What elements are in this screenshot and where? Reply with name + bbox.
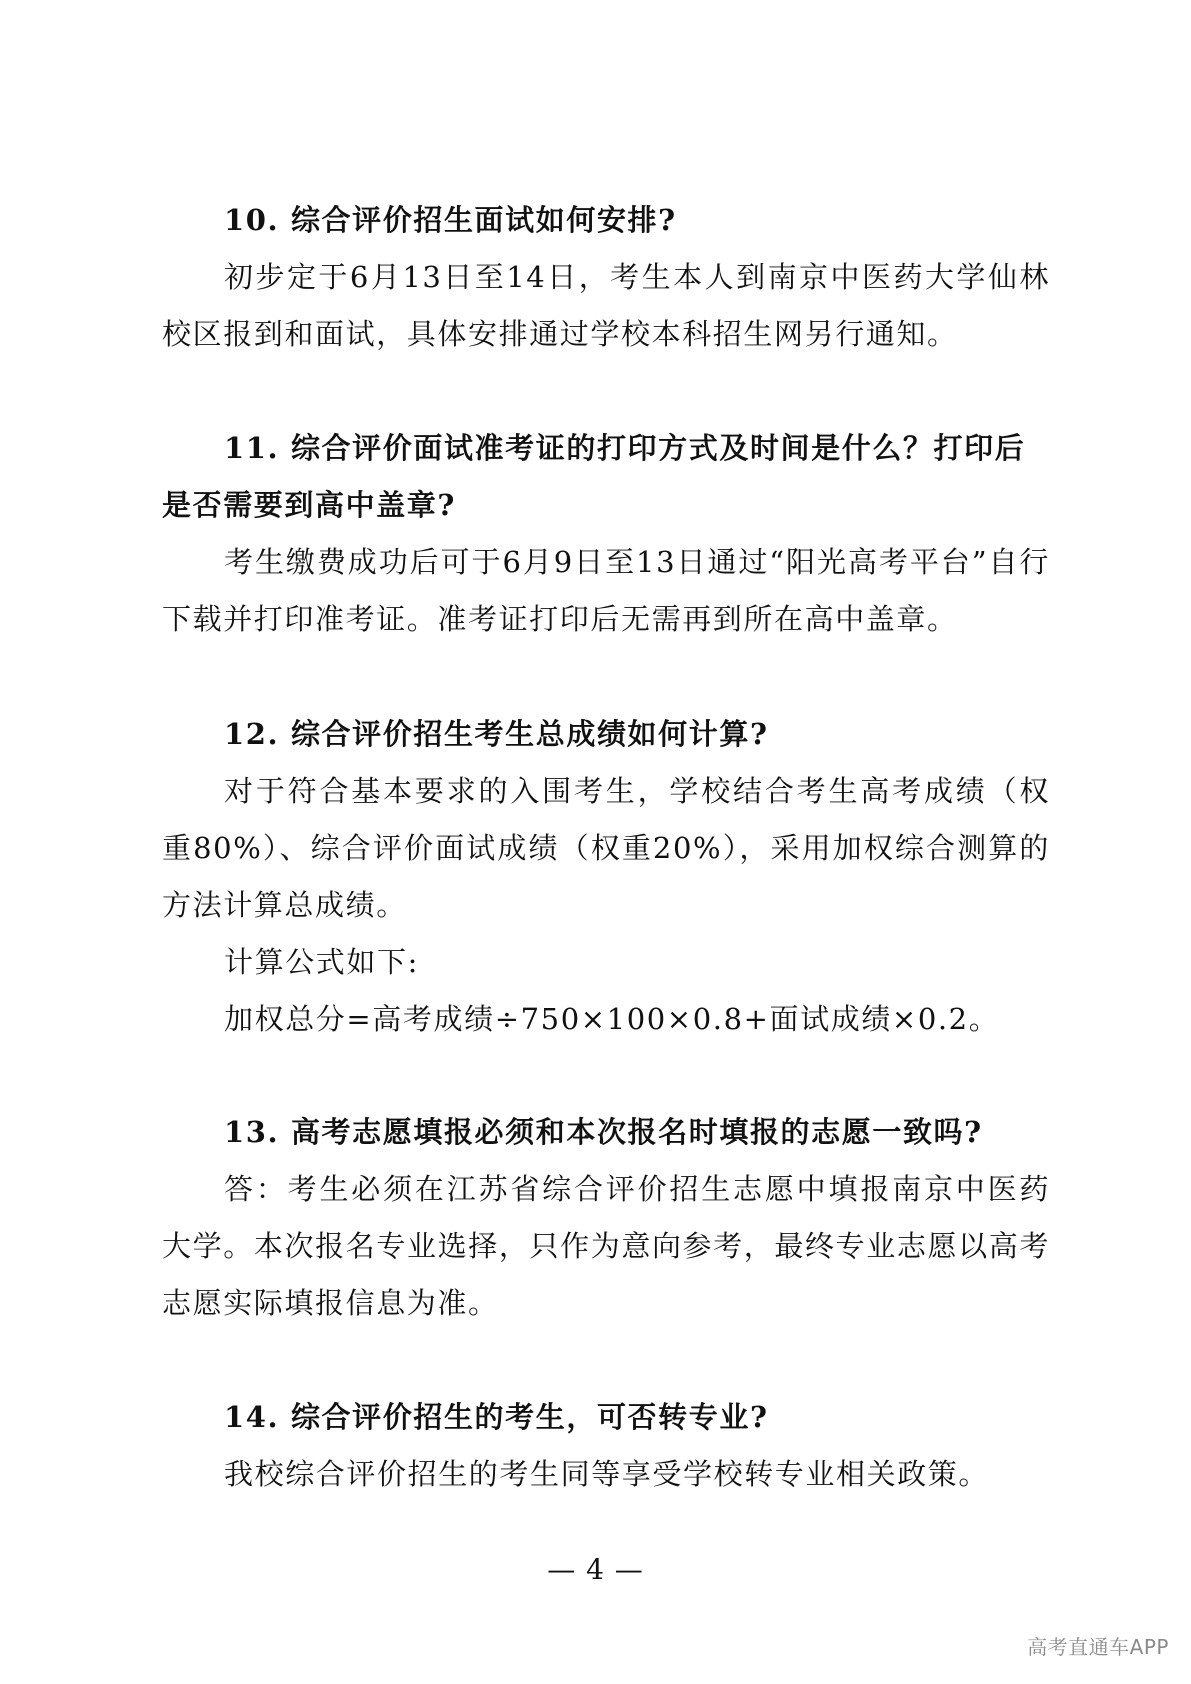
faq-answer-11: 考生缴费成功后可于6月9日至13日通过“阳光高考平台”自行下载并打印准考证。准考证打印后无需再到所在高中盖章。 [162, 545, 1050, 636]
faq-section-10 [162, 192, 1050, 363]
faq-section-14 [162, 1389, 1050, 1503]
section-spacer [162, 363, 1050, 420]
section-spacer [162, 1048, 1050, 1104]
faq-question-10: 10. 综合评价招生面试如何安排? [224, 203, 677, 237]
page-number: — 4 — [547, 1553, 644, 1586]
faq-section-12 [162, 706, 1050, 1048]
faq-answer-10: 初步定于6月13日至14日，考生本人到南京中医药大学仙林校区报到和面试，具体安排通过学校本科招生网另行通知。 [162, 260, 1050, 351]
faq-question-12: 12. 综合评价招生考生总成绩如何计算? [224, 717, 769, 751]
formula: 加权总分=高考成绩÷750×100×0.8+面试成绩×0.2。 [224, 1002, 1000, 1036]
section-spacer [162, 648, 1050, 706]
faq-question-13: 13. 高考志愿填报必须和本次报名时填报的志愿一致吗? [224, 1115, 983, 1149]
faq-answer-14: 我校综合评价招生的考生同等享受学校转专业相关政策。 [224, 1457, 990, 1491]
faq-question-11: 11. 综合评价面试准考证的打印方式及时间是什么？打印后是否需要到高中盖章? [162, 431, 1026, 522]
faq-answer-12: 对于符合基本要求的入围考生，学校结合考生高考成绩（权重80%）、综合评价面试成绩（权重20%），采用加权综合测算的方法计算总成绩。 [162, 774, 1050, 922]
faq-answer-13: 答：考生必须在江苏省综合评价招生志愿中填报南京中医药大学。本次报名专业选择，只作为意向参考，最终专业志愿以高考志愿实际填报信息为准。 [162, 1172, 1050, 1320]
watermark: 高考直通车APP [1027, 1635, 1169, 1659]
faq-question-14: 14. 综合评价招生的考生，可否转专业? [224, 1400, 769, 1434]
formula-intro: 计算公式如下: [224, 945, 419, 979]
document-body [162, 192, 1050, 1503]
faq-section-11 [162, 420, 1050, 648]
section-spacer [162, 1332, 1050, 1389]
faq-section-13 [162, 1104, 1050, 1332]
